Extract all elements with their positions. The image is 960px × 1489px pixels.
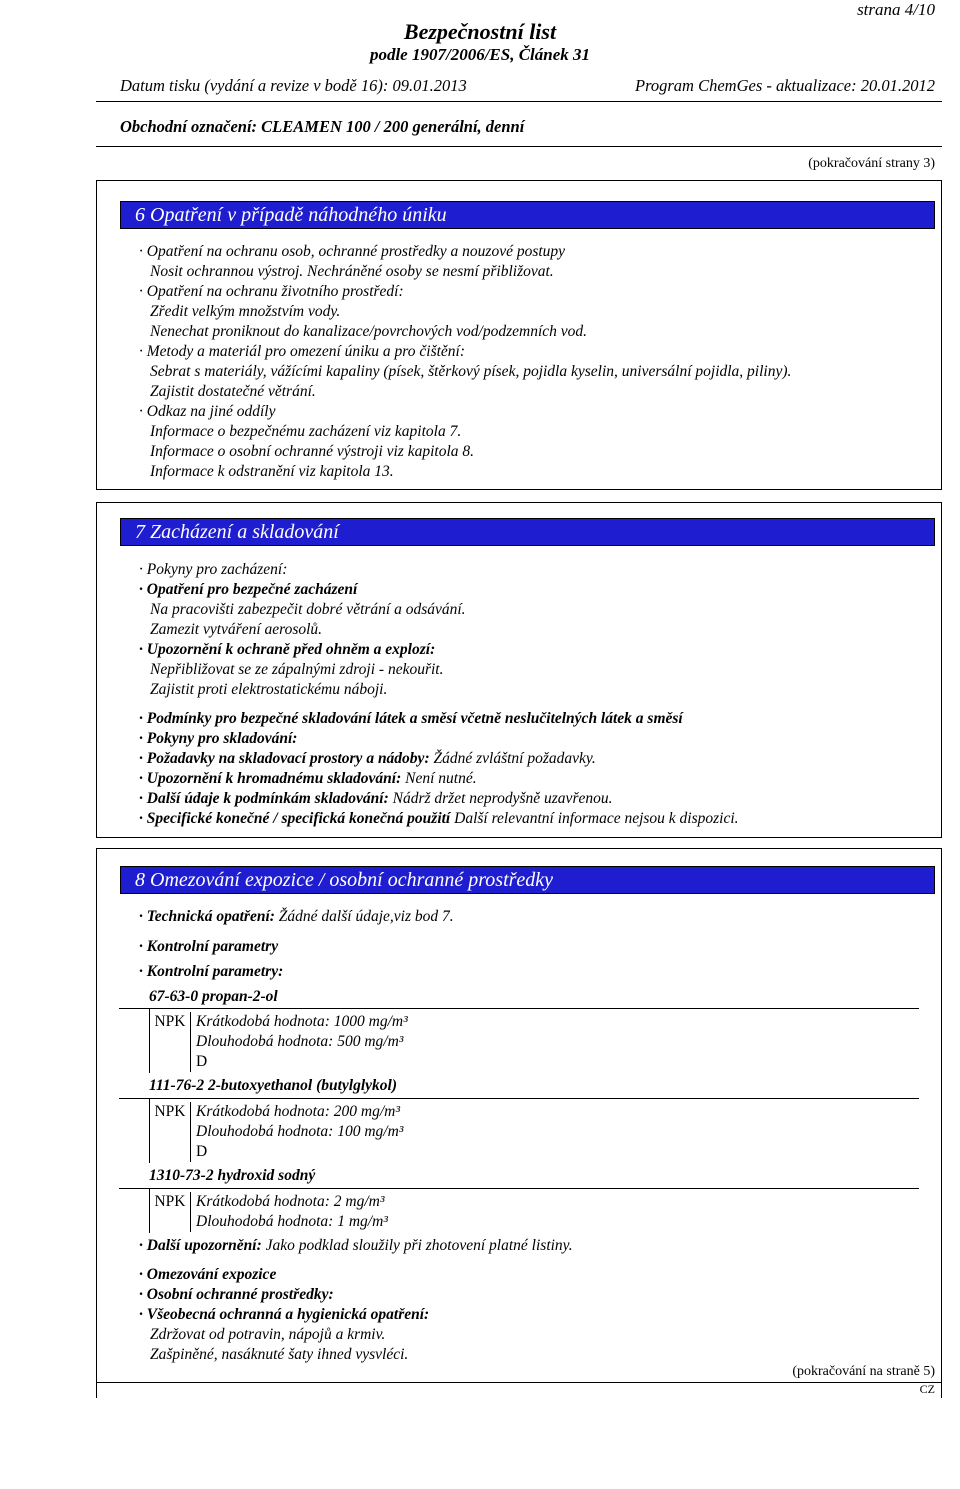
section-6 (96, 180, 942, 490)
s6-line-9: · Odkaz na jiné oddíly (139, 403, 276, 420)
s7-line-3: Na pracovišti zabezpečit dobré větrání a odsávání. (150, 601, 466, 618)
s7-line-6: Nepřibližovat se ze zápalnými zdroji - nekouřit. (150, 661, 444, 678)
s7-line-7: Zajistit proti elektrostatickému náboji. (150, 681, 388, 698)
substance-2-values (149, 1099, 919, 1163)
substance-3-values (149, 1189, 919, 1233)
section-6-title: 6 Opatření v případě náhodného úniku (120, 201, 935, 229)
s8-line-3: · Kontrolní parametry: (139, 963, 284, 980)
trade-name-divider (96, 146, 942, 147)
footer-divider (96, 1382, 942, 1383)
s6-line-7: Sebrat s materiály, vážícími kapaliny (písek, štěrkový písek, pojidla kyselin, universální pojidla, piliny). (150, 363, 792, 380)
s8-line-8: Zdržovat od potravin, nápojů a krmiv. (150, 1326, 386, 1343)
s8-line-5: · Omezování expozice (139, 1266, 277, 1283)
s8-line-1 (139, 907, 454, 927)
section-8 (96, 848, 942, 1398)
s8-line-4 (139, 1236, 573, 1256)
page-number: strana 4/10 (857, 0, 935, 19)
substance-2-short: Krátkodobá hodnota: 200 mg/m³ (196, 1103, 400, 1120)
s7-line-12 (139, 789, 612, 809)
s6-line-2: Nosit ochrannou výstroj. Nechráněné osoby se nesmí přibližovat. (150, 263, 554, 280)
s7-line-13-value: Další relevantní informace nejsou k dispozici. (450, 810, 739, 827)
substance-1-code: NPK (150, 1012, 191, 1072)
s7-line-9: · Pokyny pro skladování: (139, 730, 298, 747)
s8-line-1-label: · Technická opatření: (139, 908, 275, 925)
s8-line-4-label: · Další upozornění: (139, 1237, 262, 1254)
s8-line-6: · Osobní ochranné prostředky: (139, 1286, 334, 1303)
s6-line-4: Zředit velkým množstvím vody. (150, 303, 341, 320)
section-8-title: 8 Omezování expozice / osobní ochranné prostředky (120, 866, 935, 894)
section-7 (96, 502, 942, 838)
s6-line-5: Nenechat proniknout do kanalizace/povrchových vod/podzemních vod. (150, 323, 588, 340)
trade-name: Obchodní označení: CLEAMEN 100 / 200 generální, denní (120, 117, 525, 136)
s7-line-13 (139, 809, 739, 829)
s7-line-11-label: · Upozornění k hromadnému skladování: (139, 770, 402, 787)
document-subtitle: podle 1907/2006/ES, Článek 31 (369, 45, 591, 64)
s7-line-10-label: · Požadavky na skladovací prostory a nádoby: (139, 750, 430, 767)
s7-line-5: · Upozornění k ochraně před ohněm a explozí: (139, 641, 436, 658)
s6-line-8: Zajistit dostatečné větrání. (150, 383, 316, 400)
print-date: Datum tisku (vydání a revize v bodě 16): 09.01.2013 (120, 76, 467, 95)
continued-on: (pokračování na straně 5) (792, 1364, 935, 1379)
header-divider (96, 101, 942, 102)
s7-line-4: Zamezit vytváření aerosolů. (150, 621, 323, 638)
substance-3-name: 1310-73-2 hydroxid sodný (149, 1167, 316, 1184)
s7-line-12-value: Nádrž držet neprodyšně uzavřenou. (388, 790, 613, 807)
section-7-title: 7 Zacházení a skladování (120, 518, 935, 546)
substance-3-short: Krátkodobá hodnota: 2 mg/m³ (196, 1193, 385, 1210)
substance-2-code: NPK (150, 1102, 191, 1162)
substance-1-short: Krátkodobá hodnota: 1000 mg/m³ (196, 1013, 408, 1030)
substance-3-long: Dlouhodobá hodnota: 1 mg/m³ (196, 1213, 388, 1230)
language-code: CZ (919, 1382, 935, 1396)
substance-1-name: 67-63-0 propan-2-ol (149, 988, 278, 1005)
s8-line-2: · Kontrolní parametry (139, 938, 279, 955)
substance-1-values (149, 1009, 919, 1073)
s7-line-2: · Opatření pro bezpečné zacházení (139, 581, 358, 598)
s7-line-12-label: · Další údaje k podmínkám skladování: (139, 790, 389, 807)
substance-3-code: NPK (150, 1192, 191, 1232)
substance-1-note: D (196, 1053, 208, 1070)
substance-2-long: Dlouhodobá hodnota: 100 mg/m³ (196, 1123, 404, 1140)
s7-line-8: · Podmínky pro bezpečné skladování látek a směsí včetně neslučitelných látek a směsí (139, 710, 683, 727)
substance-1-long: Dlouhodobá hodnota: 500 mg/m³ (196, 1033, 404, 1050)
s7-line-11 (139, 769, 477, 789)
s6-line-3: · Opatření na ochranu životního prostředí: (139, 283, 404, 300)
substance-2-name: 111-76-2 2-butoxyethanol (butylglykol) (149, 1077, 397, 1094)
s7-line-11-value: Není nutné. (401, 770, 477, 787)
substance-2-note: D (196, 1143, 208, 1160)
s6-line-12: Informace k odstranění viz kapitola 13. (150, 463, 394, 480)
document-title: Bezpečnostní list (403, 19, 557, 44)
program-version: Program ChemGes - aktualizace: 20.01.2012 (634, 76, 935, 95)
s6-line-10: Informace o bezpečnému zacházení viz kapitola 7. (150, 423, 462, 440)
s8-line-7: · Všeobecná ochranná a hygienická opatření: (139, 1306, 430, 1323)
s8-line-9: Zašpiněné, nasáknuté šaty ihned vysvléci. (150, 1346, 409, 1363)
s8-line-4-value: Jako podklad sloužily při zhotovení platné listiny. (261, 1237, 573, 1254)
s7-line-13-label: · Specifické konečné / specifická konečná použití (139, 810, 451, 827)
s7-line-10-value: Žádné zvláštní požadavky. (429, 750, 596, 767)
continued-from: (pokračování strany 3) (808, 156, 935, 171)
s8-line-1-value: Žádné další údaje,viz bod 7. (274, 908, 454, 925)
s6-line-6: · Metody a materiál pro omezení úniku a pro čištění: (139, 343, 466, 360)
s6-line-1: · Opatření na ochranu osob, ochranné prostředky a nouzové postupy (139, 243, 566, 260)
s6-line-11: Informace o osobní ochranné výstroji viz kapitola 8. (150, 443, 475, 460)
s7-line-10 (139, 749, 596, 769)
s7-line-1: · Pokyny pro zacházení: (139, 561, 288, 578)
